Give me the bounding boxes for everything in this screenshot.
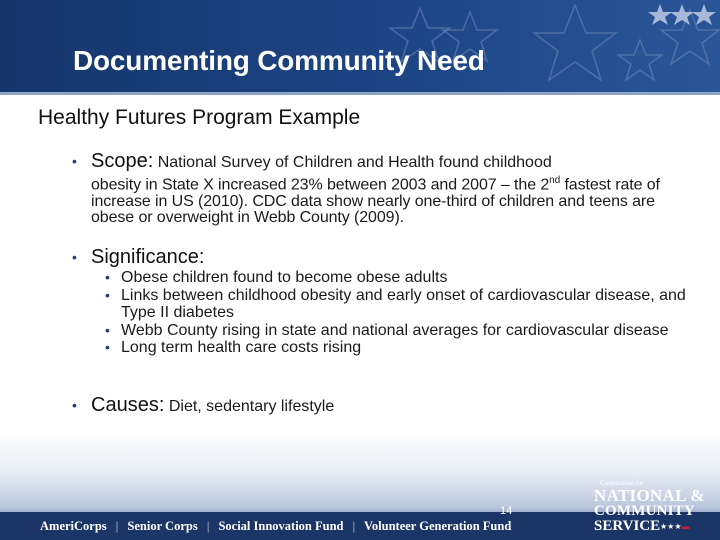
- scope-text-a: obesity in State X increased 23% between 2003 and 2007 – the 2: [91, 176, 550, 194]
- bullet-causes: [70, 394, 690, 417]
- scope-text-b: fastest rate of increase in US (2010). CDC data show nearly one-third of children and teens are obese or overweight in Webb County (2009).: [91, 176, 660, 227]
- causes-lead: Diet, sedentary lifestyle: [168, 398, 335, 415]
- list-item: • Long term health care costs rising: [105, 339, 362, 356]
- header-divider: [0, 92, 720, 95]
- list-item: • Links between childhood obesity and early onset of cardiovascular disease, and Type II diabetes: [105, 286, 686, 321]
- footer-link-social-innovation: Social Innovation Fund: [218, 519, 344, 533]
- footer-link-senior-corps: Senior Corps: [127, 519, 198, 533]
- page-number: 14: [500, 505, 513, 517]
- footer-separator: |: [115, 519, 119, 533]
- list-item: • Obese children found to become obese adults: [105, 269, 448, 286]
- bullet-dot-icon: •: [105, 269, 110, 285]
- significance-sublist: [91, 269, 690, 357]
- footer-link-americorps: AmeriCorps: [40, 519, 107, 533]
- bullet-dot-icon: •: [72, 249, 77, 265]
- logo-line-3: SERVICE: [594, 518, 661, 534]
- logo-line-1: NATIONAL &: [594, 486, 705, 505]
- scope-sup: nd: [549, 175, 561, 186]
- footer-separator: |: [206, 519, 210, 533]
- bullet-list: [70, 150, 690, 416]
- bullet-scope: [70, 150, 690, 227]
- slide-header: [0, 0, 720, 92]
- cncs-logo: [594, 479, 712, 535]
- flag-stars-icon: ★★★▬: [660, 522, 690, 531]
- list-item: • Webb County rising in state and national averages for cardiovascular disease: [105, 321, 669, 339]
- footer-program-links: [40, 519, 517, 534]
- bullet-dot-icon: •: [105, 286, 110, 303]
- logo-small-line: Corporation for: [600, 479, 644, 487]
- bullet-dot-icon: •: [105, 339, 110, 355]
- bullet-dot-icon: •: [72, 397, 77, 413]
- slide-subtitle: Healthy Futures Program Example: [38, 106, 361, 129]
- footer-separator: |: [352, 519, 356, 533]
- scope-label: Scope:: [91, 150, 154, 172]
- bullet-dot-icon: •: [72, 153, 77, 169]
- slide-title: Documenting Community Need: [73, 45, 485, 76]
- bullet-dot-icon: •: [105, 321, 110, 338]
- significance-label: Significance:: [91, 246, 205, 268]
- scope-body: [91, 173, 690, 227]
- footer-link-volunteer-generation: Volunteer Generation Fund: [364, 519, 512, 533]
- scope-lead: National Survey of Children and Health found childhood: [157, 154, 552, 171]
- causes-label: Causes:: [91, 394, 165, 416]
- bullet-significance: [70, 246, 690, 357]
- logo-line-2: COMMUNITY: [594, 503, 695, 519]
